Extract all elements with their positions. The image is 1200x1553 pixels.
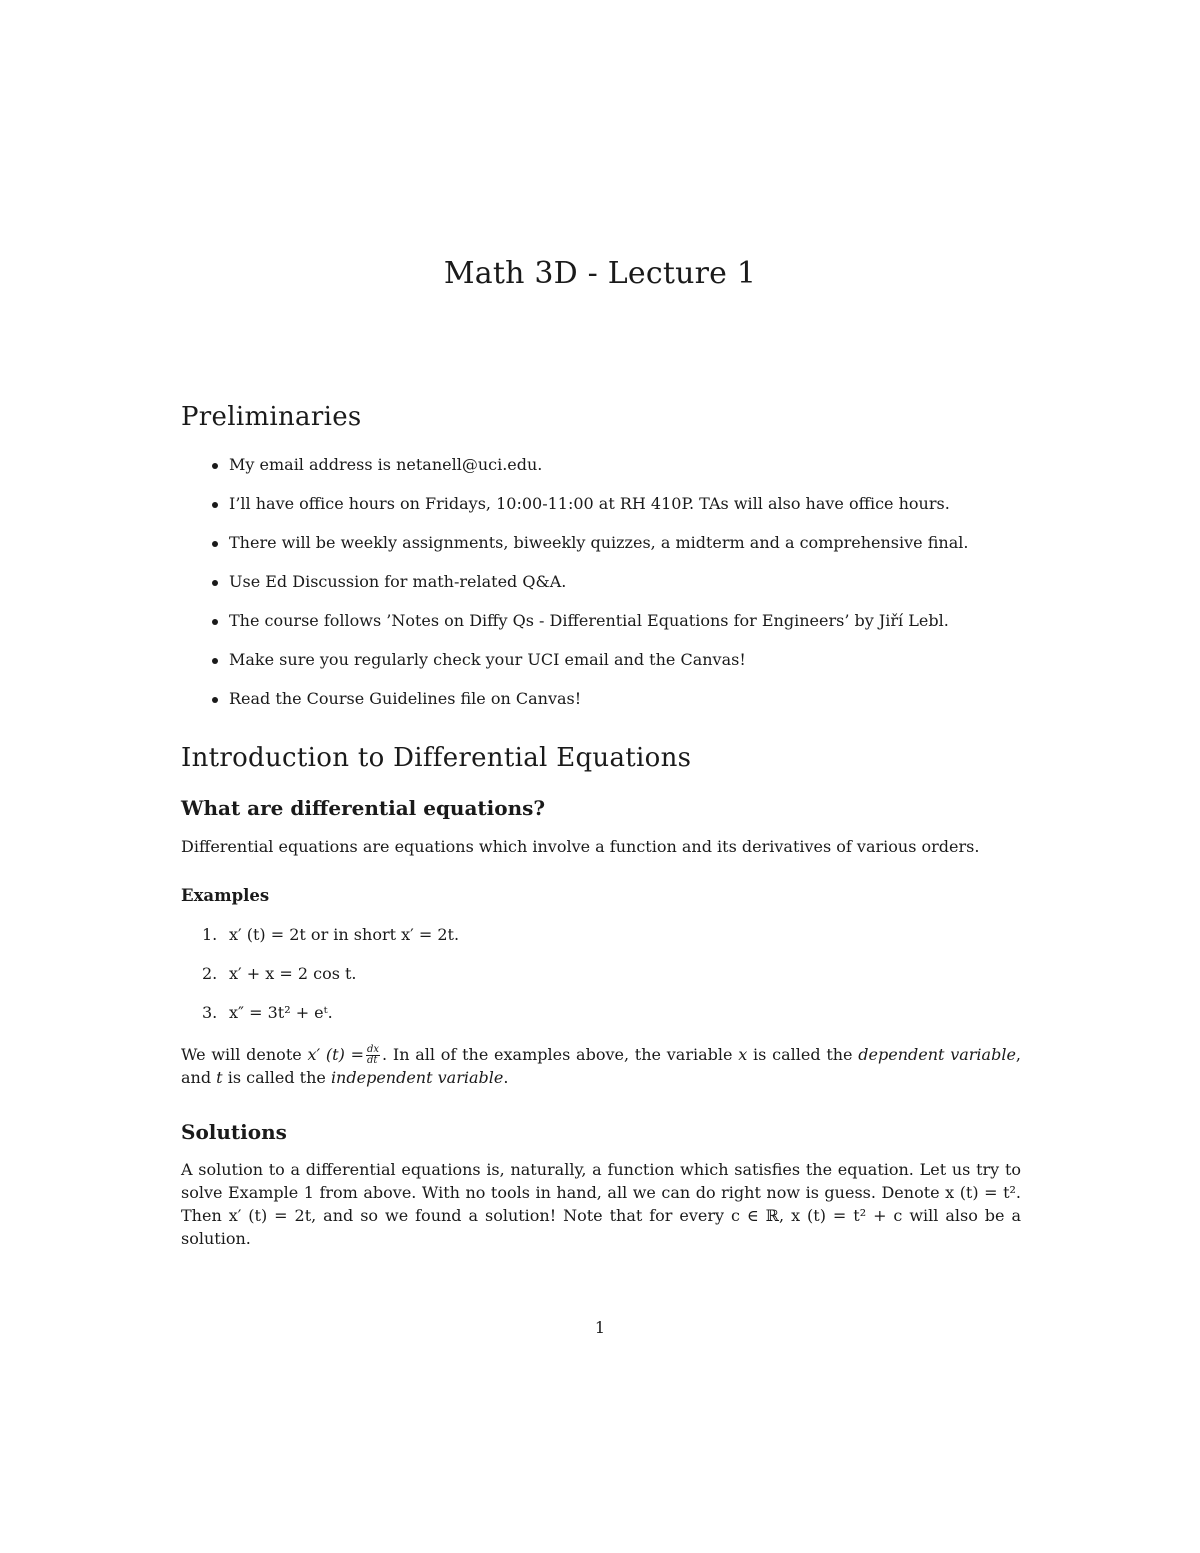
list-item: My email address is netanell@uci.edu. [181, 452, 1021, 491]
math-expression: x′ (t) = [307, 1045, 364, 1064]
text-run: , and [181, 1045, 1022, 1087]
text-run: We will denote [181, 1045, 308, 1064]
fraction-denominator: dt [366, 1055, 378, 1066]
example-equation: x′ + x = 2 cos t. [229, 964, 357, 983]
subsection-heading-solutions: Solutions [181, 1120, 287, 1144]
section-heading-introduction: Introduction to Differential Equations [181, 743, 692, 773]
math-variable: x [738, 1045, 748, 1064]
page-number: 1 [594, 1318, 606, 1337]
example-equation: x′ (t) = 2t or in short x′ = 2t. [229, 925, 460, 944]
derivative-fraction [366, 1045, 380, 1066]
document-title: Math 3D - Lecture 1 [443, 256, 757, 291]
list-item: I’ll have office hours on Fridays, 10:00-11:00 at RH 410P. TAs will also have office hours. [181, 491, 1021, 530]
list-item: There will be weekly assignments, biweekly quizzes, a midterm and a comprehensive final. [181, 530, 1021, 569]
list-item [181, 1000, 1021, 1039]
list-item: The course follows ’Notes on Diffy Qs - Differential Equations for Engineers’ by Jiří Lebl. [181, 608, 1021, 647]
example-number: 3. [202, 1003, 218, 1022]
notation-paragraph [181, 1043, 1021, 1089]
examples-heading: Examples [181, 886, 270, 905]
text-run: is called the [747, 1045, 859, 1064]
definition-paragraph: Differential equations are equations which involve a function and its derivatives of various orders. [181, 837, 980, 856]
list-item [181, 961, 1021, 1000]
fraction-numerator: dx [366, 1044, 380, 1055]
examples-list [181, 922, 1021, 1039]
list-item: Use Ed Discussion for math-related Q&A. [181, 569, 1021, 608]
math-variable: t [216, 1068, 223, 1087]
list-item [181, 922, 1021, 961]
example-equation: x″ = 3t² + eᵗ. [229, 1003, 333, 1022]
emphasis-term: independent variable [330, 1068, 504, 1087]
emphasis-term: dependent variable [858, 1045, 1016, 1064]
text-run: is called the [222, 1068, 331, 1087]
example-number: 2. [202, 964, 218, 983]
text-run: . In all of the examples above, the variable [382, 1045, 739, 1064]
preliminaries-list [181, 452, 1021, 725]
section-heading-preliminaries: Preliminaries [181, 402, 362, 432]
text-run: . [503, 1068, 509, 1087]
example-number: 1. [202, 925, 218, 944]
list-item: Read the Course Guidelines file on Canvas! [181, 686, 1021, 725]
list-item: Make sure you regularly check your UCI email and the Canvas! [181, 647, 1021, 686]
solutions-paragraph: A solution to a differential equations is, naturally, a function which satisfies the equation. Let us try to solve Example 1 from above. With no tools in hand, all we can do right now is guess. Denote x (t) = t². Then x′ (t) = 2t, and so we found a solution! Note that for every c ∈ ℝ, x (t) = t² + c will also be a solution. [181, 1160, 1021, 1248]
subsection-heading-what-are-des: What are differential equations? [181, 796, 546, 820]
